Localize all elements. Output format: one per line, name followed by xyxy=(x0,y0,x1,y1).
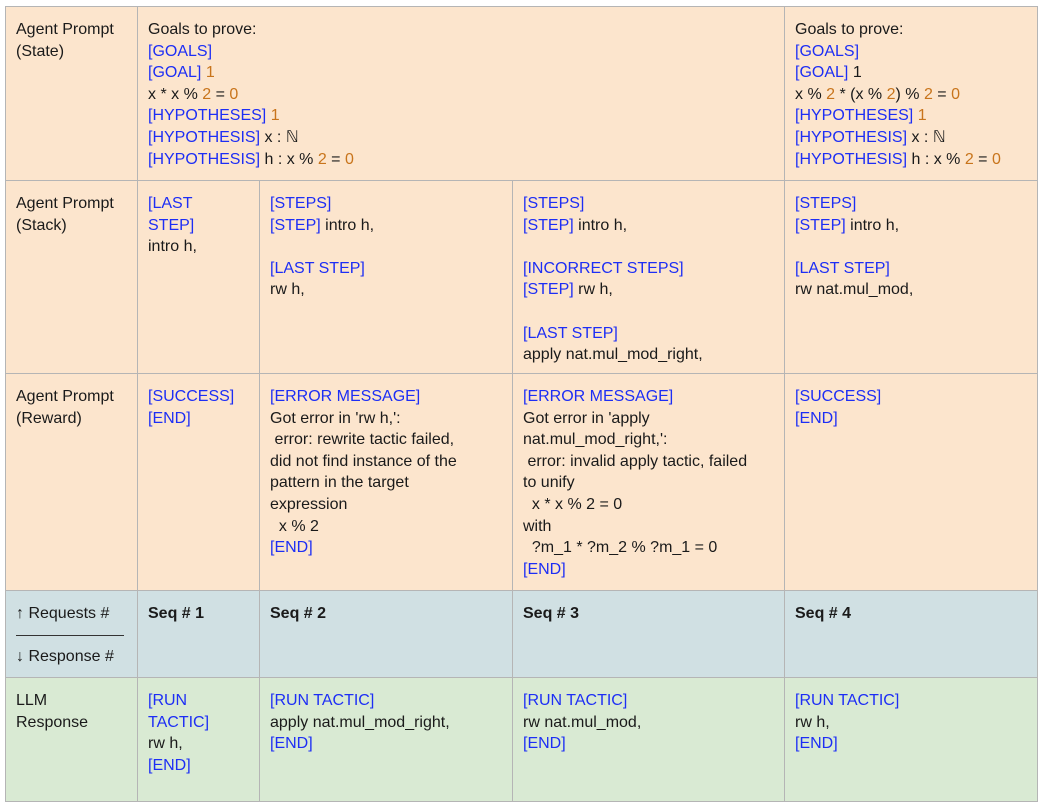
tactic-text: apply nat.mul_mod_right, xyxy=(270,713,450,731)
last-step-tag: [LAST STEP] xyxy=(523,324,618,342)
run-tactic-tag: [RUN xyxy=(148,692,188,709)
error-line: pattern in the target xyxy=(270,474,409,492)
tactic-text: rw h, xyxy=(795,713,830,731)
hypothesis-line xyxy=(795,127,1027,149)
hypothesis-tag: [HYPOTHESIS] xyxy=(795,150,908,168)
hypotheses-line xyxy=(795,105,1027,127)
step-tag: [STEP] xyxy=(523,281,574,299)
hypotheses-line xyxy=(148,105,774,127)
hypothesis-number: 0 xyxy=(344,150,354,168)
llm-cell-2 xyxy=(260,678,513,802)
row-label-line: Response xyxy=(16,713,89,731)
error-message-tag: [ERROR MESSAGE] xyxy=(270,388,421,405)
row-label-line: (Stack) xyxy=(16,216,67,234)
stack-cell-1 xyxy=(138,181,260,374)
state-cell-right xyxy=(785,7,1038,181)
error-line: x % 2 xyxy=(270,517,319,535)
expr-number: 2 xyxy=(886,85,896,103)
hypothesis-text: x : ℕ xyxy=(907,128,946,146)
error-line: error: invalid apply tactic, failed xyxy=(523,452,748,470)
hypotheses-tag: [HYPOTHESES] xyxy=(795,107,914,125)
hypothesis-line xyxy=(148,149,774,171)
step-line xyxy=(795,215,1027,237)
end-tag: [END] xyxy=(795,735,838,753)
run-tactic-tag: TACTIC] xyxy=(148,713,210,731)
response-label: ↓ Response # xyxy=(16,647,114,665)
success-tag: [SUCCESS] xyxy=(148,388,235,405)
goal-line xyxy=(795,62,1027,84)
stack-cell-3 xyxy=(513,181,785,374)
hypotheses-tag: [HYPOTHESES] xyxy=(148,107,267,125)
error-line: did not find instance of the xyxy=(270,452,457,470)
seq-label: Seq # 1 xyxy=(148,605,205,622)
fraction-divider xyxy=(16,635,124,636)
expr-part: ) % xyxy=(895,85,924,103)
state-cell-left xyxy=(138,7,785,181)
hypotheses-number: 1 xyxy=(270,107,280,125)
end-tag: [END] xyxy=(148,409,191,427)
goal-expression xyxy=(795,84,1027,106)
last-step-tag: [LAST STEP] xyxy=(270,259,365,277)
step-text: intro h, xyxy=(320,216,375,234)
end-tag: [END] xyxy=(795,409,838,427)
goal-tag: [GOAL] xyxy=(148,64,202,82)
hypothesis-number: 2 xyxy=(964,150,974,168)
hypothesis-text: x : ℕ xyxy=(260,128,299,146)
goals-tag: [GOALS] xyxy=(148,42,213,60)
requests-label: ↑ Requests # xyxy=(16,605,110,622)
reward-label-cell xyxy=(6,374,138,591)
blank-line xyxy=(270,236,502,258)
expr-part: = xyxy=(211,85,230,103)
end-tag: [END] xyxy=(270,735,313,753)
row-label-line: Agent Prompt xyxy=(16,21,114,38)
hypothesis-text: = xyxy=(326,150,345,168)
step-text: rw h, xyxy=(270,281,305,299)
stack-cell-2 xyxy=(260,181,513,374)
error-line: to unify xyxy=(523,474,575,492)
seq-label: Seq # 3 xyxy=(523,605,580,622)
last-step-tag: STEP] xyxy=(148,216,195,234)
step-text: rw h, xyxy=(573,281,613,299)
sequence-row xyxy=(6,591,1038,678)
step-tag: [STEP] xyxy=(523,216,574,234)
goals-heading: Goals to prove: xyxy=(148,21,257,38)
stack-label-cell xyxy=(6,181,138,374)
seq-cell-1 xyxy=(138,591,260,678)
expr-number: 2 xyxy=(202,85,212,103)
row-label-line: LLM xyxy=(16,692,48,709)
error-line: nat.mul_mod_right,': xyxy=(523,431,668,449)
success-tag: [SUCCESS] xyxy=(795,388,882,405)
hypothesis-number: 0 xyxy=(991,150,1001,168)
expr-number: 2 xyxy=(923,85,933,103)
blank-line xyxy=(523,301,774,323)
step-text: intro h, xyxy=(845,216,900,234)
hypothesis-text: h : x % xyxy=(260,150,318,168)
last-step-tag: [LAST xyxy=(148,195,193,212)
goal-number: 1 xyxy=(852,64,862,82)
hypothesis-tag: [HYPOTHESIS] xyxy=(148,150,261,168)
llm-cell-3 xyxy=(513,678,785,802)
blank-line xyxy=(523,236,774,258)
tactic-text: rw nat.mul_mod, xyxy=(523,713,642,731)
step-line xyxy=(523,279,774,301)
hypothesis-text: h : x % xyxy=(907,150,965,168)
state-row xyxy=(6,7,1038,181)
stack-cell-4 xyxy=(785,181,1038,374)
hypothesis-line xyxy=(148,127,774,149)
run-tactic-tag: [RUN TACTIC] xyxy=(795,692,900,709)
expr-number: 2 xyxy=(826,85,836,103)
reward-cell-4 xyxy=(785,374,1038,591)
error-line: Got error in 'apply xyxy=(523,409,650,427)
row-label-line: Agent Prompt xyxy=(16,195,114,212)
blank-line xyxy=(795,236,1027,258)
state-label-cell xyxy=(6,7,138,181)
steps-tag: [STEPS] xyxy=(523,195,585,212)
step-text: intro h, xyxy=(573,216,628,234)
error-line: x * x % 2 = 0 xyxy=(523,495,623,513)
hypothesis-tag: [HYPOTHESIS] xyxy=(148,128,261,146)
reward-cell-2 xyxy=(260,374,513,591)
hypothesis-tag: [HYPOTHESIS] xyxy=(795,128,908,146)
step-text: apply nat.mul_mod_right, xyxy=(523,346,703,364)
tactic-text: rw h, xyxy=(148,735,183,753)
llm-response-row xyxy=(6,678,1038,802)
step-text: rw nat.mul_mod, xyxy=(795,281,914,299)
seq-label: Seq # 2 xyxy=(270,605,327,622)
reward-row xyxy=(6,374,1038,591)
goal-expression xyxy=(148,84,774,106)
error-line: Got error in 'rw h,': xyxy=(270,409,401,427)
step-line xyxy=(270,215,502,237)
requests-response-cell xyxy=(6,591,138,678)
row-label-line: Agent Prompt xyxy=(16,388,114,405)
expr-part: x * x % xyxy=(148,85,203,103)
reward-cell-3 xyxy=(513,374,785,591)
hypothesis-text: = xyxy=(973,150,992,168)
steps-tag: [STEPS] xyxy=(795,195,857,212)
last-step-tag: [LAST STEP] xyxy=(795,259,890,277)
error-message-tag: [ERROR MESSAGE] xyxy=(523,388,674,405)
end-tag: [END] xyxy=(148,756,191,774)
run-tactic-tag: [RUN TACTIC] xyxy=(523,692,628,709)
goal-tag: [GOAL] xyxy=(795,64,849,82)
seq-cell-3 xyxy=(513,591,785,678)
hypothesis-number: 2 xyxy=(317,150,327,168)
step-tag: [STEP] xyxy=(795,216,846,234)
row-label-line: (State) xyxy=(16,42,65,60)
row-label-line: (Reward) xyxy=(16,409,82,427)
end-tag: [END] xyxy=(523,735,566,753)
seq-cell-4 xyxy=(785,591,1038,678)
goals-tag: [GOALS] xyxy=(795,42,860,60)
end-tag: [END] xyxy=(523,560,566,578)
error-line: ?m_1 * ?m_2 % ?m_1 = 0 xyxy=(523,539,718,557)
stack-row xyxy=(6,181,1038,374)
expr-part: x % xyxy=(795,85,827,103)
incorrect-steps-tag: [INCORRECT STEPS] xyxy=(523,259,684,277)
end-tag: [END] xyxy=(270,539,313,557)
hypotheses-number: 1 xyxy=(917,107,927,125)
expr-part: * (x % xyxy=(835,85,887,103)
step-tag: [STEP] xyxy=(270,216,321,234)
expr-number: 0 xyxy=(229,85,239,103)
goal-line xyxy=(148,62,774,84)
expr-part: = xyxy=(932,85,952,103)
run-tactic-tag: [RUN TACTIC] xyxy=(270,692,375,709)
expr-number: 0 xyxy=(951,85,960,103)
error-line: error: rewrite tactic failed, xyxy=(270,431,455,449)
step-text: intro h, xyxy=(148,238,197,256)
goals-heading: Goals to prove: xyxy=(795,21,904,38)
error-line: expression xyxy=(270,495,348,513)
seq-label: Seq # 4 xyxy=(795,605,852,622)
step-line xyxy=(523,215,774,237)
reward-cell-1 xyxy=(138,374,260,591)
llm-label-cell xyxy=(6,678,138,802)
rl-prompt-table xyxy=(5,6,1038,802)
llm-cell-1 xyxy=(138,678,260,802)
steps-tag: [STEPS] xyxy=(270,195,332,212)
llm-cell-4 xyxy=(785,678,1038,802)
seq-cell-2 xyxy=(260,591,513,678)
goal-number: 1 xyxy=(205,64,215,82)
hypothesis-line xyxy=(795,149,1027,171)
error-line: with xyxy=(523,517,552,535)
